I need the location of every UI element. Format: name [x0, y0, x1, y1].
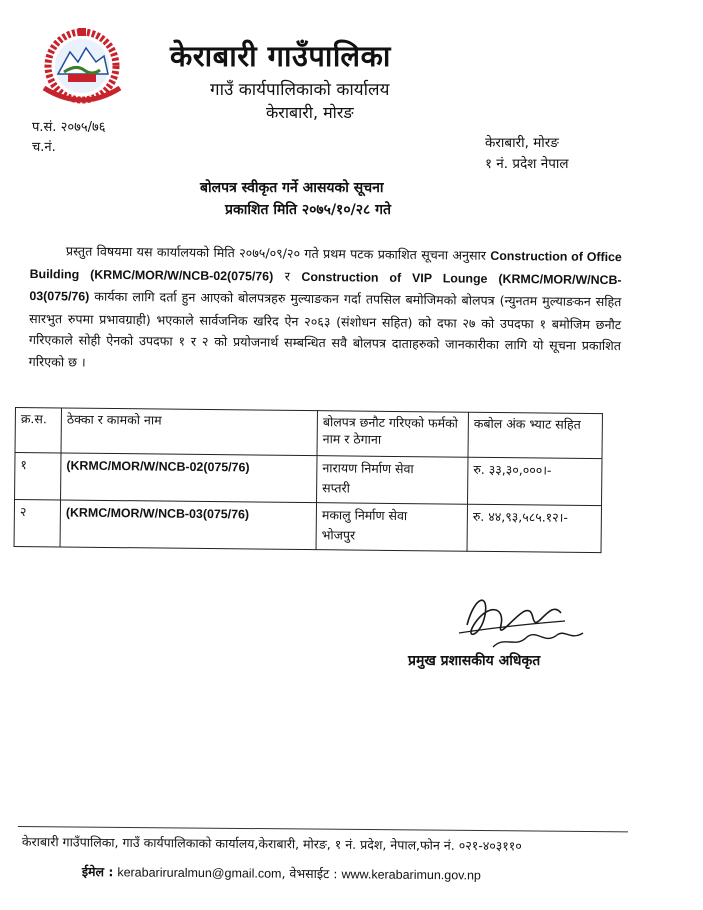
office-location: केराबारी, मोरङ [266, 103, 354, 122]
table-row [14, 500, 601, 553]
website-label: वेभसाईट : [289, 865, 338, 882]
table-row [15, 453, 602, 506]
right-address-line2: १ नं. प्रदेश नेपाल [485, 156, 569, 172]
footer-address: केराबारी गाउँपालिका, गाउँ कार्यपालिकाको कार्यालय,केराबारी, मोरङ, १ नं. प्रदेश, नेपाल,फोन नं. ०२१-४०३११० [21, 833, 522, 854]
body-part5: कार्यका लागि दर्ता हुन आएको बोलपत्रहरु मुल्याङकन गर्दा तपसिल बमोजिमको बोलपत्र (न्युनतम मुल्याङकन सहित सारभुत रुपमा प्रभावग्राही) भएकाले सार्वजनिक खरिद ऐन २०६३ (संशोधन सहित) को दफा २७ को उपदफा १ बमोजिम छनौट गरिएकाले सोही ऐनको उपदफा १ र २ को प्रयोजनार्थ सम्बन्धित सवै बोलपत्र दाताहरुको जानकारीका लागि यो सूचना प्रकाशित गरिएको छ । [28, 288, 622, 370]
firm-name: नारायण निर्माण सेवा [322, 460, 414, 477]
selected-bids-table [14, 407, 603, 553]
body-conjunction: र [284, 268, 290, 284]
body-office-building: Construction of Office Building (KRMC/MOR/W/NCB-02(075/76) [29, 248, 622, 284]
notice-published-date: प्रकाशित मिति २०७५/१०/२८ गते [225, 202, 392, 218]
website-link[interactable]: www.kerabarimun.gov.np [341, 867, 481, 883]
cell-contract: (KRMC/MOR/W/NCB-03(075/76) [60, 500, 316, 550]
office-subtitle: गाउँ कार्यपालिकाको कार्यालय [210, 80, 390, 100]
footer-divider [18, 826, 628, 832]
body-vip-lounge: Construction of VIP Lounge (KRMC/MOR/W/NCB-03(075/76) [29, 269, 622, 304]
col-header-firm: बोलपत्र छनौट गरिएको फर्मको नाम र ठेगाना [317, 411, 468, 458]
chalani-number: च.नं. [32, 140, 56, 155]
cell-firm [316, 503, 467, 552]
email-link[interactable]: kerabariruralmun@gmail.com [117, 865, 282, 881]
table-header-row [15, 408, 602, 459]
cell-amount: रु. ३३,३०,०००।- [468, 457, 602, 505]
col-header-amount: कबोल अंक भ्याट सहित [468, 412, 602, 458]
email-label: ईमेल : [81, 863, 114, 880]
cell-amount: रु. ४४,९३,५८५.१२।- [467, 504, 601, 552]
right-address-line1: केराबारी, मोरङ [485, 135, 559, 151]
firm-address: भोजपुर [321, 527, 356, 543]
cell-sn: १ [15, 453, 61, 500]
firm-address: सप्तरी [322, 480, 351, 496]
signatory-title: प्रमुख प्रशासकीय अधिकृत [408, 653, 541, 669]
municipality-title: केराबारी गाउँपालिका [170, 39, 391, 73]
notice-body [29, 240, 622, 378]
footer-contact: ईमेल : kerabariruralmun@gmail.com, वेभसाईट : www.kerabarimun.gov.np [81, 863, 481, 883]
patra-sankhya: प.सं. २०७५/७६ [32, 120, 106, 135]
body-part1: प्रस्तुत विषयमा यस कार्यालयको मिति २०७५/०९/२० गते प्रथम पटक प्रकाशित सूचना अनुसार [65, 243, 487, 263]
col-header-sn: क्र.स. [15, 408, 61, 453]
firm-name: मकालु निर्माण सेवा [321, 507, 408, 524]
cell-sn: २ [14, 500, 60, 547]
right-address-block [485, 133, 569, 175]
notice-title: बोलपत्र स्वीकृत गर्ने आसयको सूचना [200, 180, 384, 196]
col-header-contract: ठेक्का र कामको नाम [61, 408, 317, 456]
cell-contract: (KRMC/MOR/W/NCB-02(075/76) [61, 453, 317, 503]
reference-block [32, 118, 106, 158]
nepal-emblem-icon [34, 26, 130, 108]
cell-firm [317, 456, 468, 505]
